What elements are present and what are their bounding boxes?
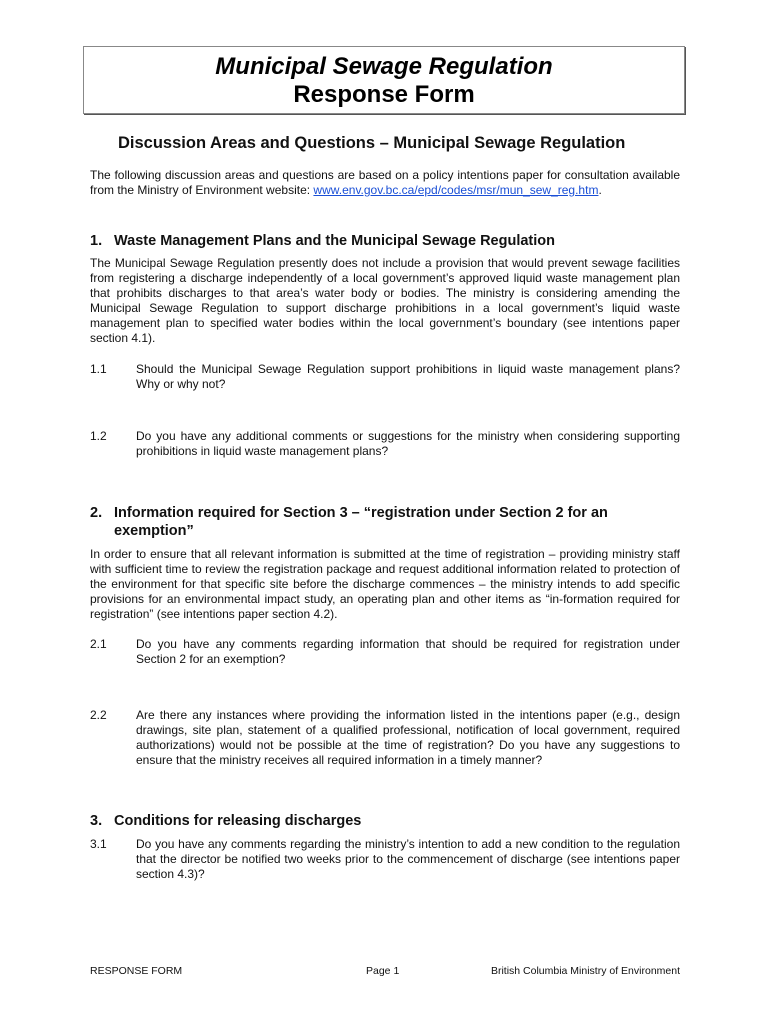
question-text: Do you have any comments regarding information that should be required for registration under Section 2 for an exemption? [136,637,680,666]
title-box [83,46,685,114]
section-1-title-text: Waste Management Plans and the Municipal Sewage Regulation [114,233,555,249]
question-2-1 [90,637,680,667]
question-number: 1.2 [90,429,107,443]
question-text: Do you have any additional comments or suggestions for the ministry when considering supporting prohibitions in liquid waste management plans? [136,429,680,458]
question-number: 2.1 [90,637,107,651]
footer-right: British Columbia Ministry of Environment [490,965,680,977]
section-2-body: In order to ensure that all relevant information is submitted at the time of registration – providing ministry staff with sufficient time to review the registration package and request additional information related to protection of the environment for that specific site before the discharge commences – the ministry intends to add specific provisions for an environmental impact study, an operating plan and other items as “in-formation required for registration” (see intentions paper section 4.2). [90,547,680,621]
section-3-title [90,812,680,830]
question-text: Should the Municipal Sewage Regulation support prohibitions in liquid waste management plans? Why or why not? [136,362,680,391]
question-3-1 [90,837,680,882]
intro-paragraph [90,168,680,198]
question-number: 1.1 [90,362,107,376]
question-text: Do you have any comments regarding the ministry’s intention to add a new condition to the regulation that the director be notified two weeks prior to the commencement of discharge (see intentions paper section 4.3)? [136,837,680,881]
section-2-title [90,504,680,540]
intro-after: . [598,183,602,197]
question-1-2 [90,429,680,459]
section-2-title-text: Information required for Section 3 – “registration under Section 2 for an [114,505,608,521]
section-1-number: 1. [90,233,103,249]
form-title: Municipal Sewage Regulation [215,53,553,80]
section-1-body: The Municipal Sewage Regulation presently does not include a provision that would prevent sewage facilities from registering a discharge independently of a local government’s approved liquid waste management plan that prohibits discharges to that area’s water body or bodies. The ministry is considering amending the Municipal Sewage Regulation to support discharge prohibitions in a local government’s liquid waste management plan to specified water bodies within the local government’s boundary (see intentions paper section 4.1). [90,256,680,345]
section-3-title-text: Conditions for releasing discharges [114,813,362,829]
question-number: 2.2 [90,708,107,722]
ministry-website-link[interactable]: www.env.gov.bc.ca/epd/codes/msr/mun_sew_reg.htm [313,183,599,197]
page-heading: Discussion Areas and Questions – Municipal Sewage Regulation [118,134,626,152]
section-1-title [90,232,680,250]
question-1-1 [90,362,680,392]
question-number: 3.1 [90,837,107,851]
question-text: Are there any instances where providing the information listed in the intentions paper (e.g., design drawings, site plan, statement of a qualified professional, notification of local government, required authorizations) would not be possible at the time of registration? Do you have any suggestions to ensure that the ministry receives all required information in a timely manner? [136,708,680,767]
section-3-number: 3. [90,813,103,829]
form-subtitle: Response Form [293,81,475,108]
section-2-number: 2. [90,505,103,521]
question-2-2 [90,708,680,768]
footer-page-number: Page 1 [366,965,400,977]
intro-text: The following discussion areas and questions are based on a policy intentions paper for consultation available from the Ministry of Environment website: [90,168,680,197]
footer-left: RESPONSE FORM [90,965,183,977]
section-2-title-continued: exemption” [114,523,194,539]
